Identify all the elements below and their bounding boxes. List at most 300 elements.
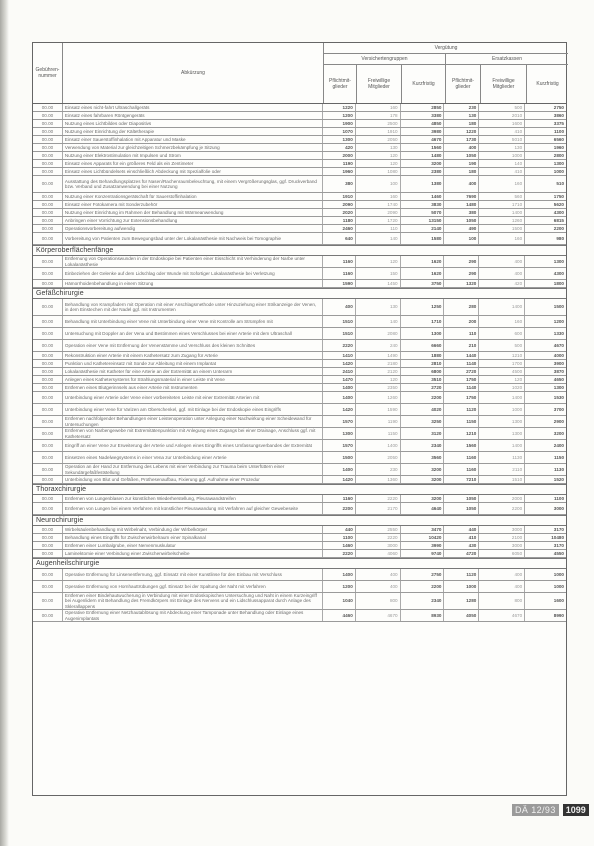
row-value: 1510: [323, 328, 356, 339]
row-value: 4670: [479, 610, 525, 621]
row-value: 1570: [323, 416, 356, 427]
row-value: 2200: [479, 503, 525, 514]
table-header: [33, 43, 566, 104]
header-sub-4: Pflichtmit-glieder: [446, 65, 481, 103]
row-value: 120: [356, 376, 401, 383]
row-number: 00.00: [33, 128, 63, 135]
row-value: 1300: [553, 384, 564, 390]
row-value: 4670: [356, 610, 401, 621]
row-value: 3000: [356, 542, 401, 549]
row-value: 1300: [323, 136, 356, 143]
row-value: 8990: [553, 612, 564, 618]
row-value: 1300: [323, 428, 356, 439]
row-value: 2050: [356, 452, 401, 463]
row-value: 230: [356, 464, 401, 475]
row-value: 3000: [479, 542, 525, 549]
row-value: 1050: [444, 152, 479, 159]
page-edge-shadow: [0, 0, 9, 846]
row-value: 1050: [444, 503, 479, 514]
table-row: [33, 360, 566, 368]
row-description: Entfernung von Operationswunden in der Endoskopie bei Patienten einer Eisschicht mit Verhinderung der Narbe unter Lokalanästhesie: [63, 256, 323, 267]
table-row: [33, 299, 566, 316]
row-value: 1410: [323, 352, 356, 359]
row-value: 1910: [356, 128, 401, 135]
table-row: [33, 168, 566, 176]
row-value: 280: [444, 299, 479, 315]
row-value: 1590: [356, 404, 401, 415]
table-row: [33, 193, 566, 201]
row-description: Unterbindung von Blut und Gefäßen, Prothesenaufbau, Fixierung ggf. Aufnahme einer Prozedur: [63, 476, 323, 483]
row-value: 3990: [401, 542, 445, 549]
row-value: 1160: [323, 495, 356, 502]
row-description: Entfernen eines Blutgerinnsels aus einer Arterie mit Instrumenten: [63, 384, 323, 391]
row-value: 2000: [479, 495, 525, 502]
row-value: 400: [356, 569, 401, 580]
row-value: 1160: [323, 256, 356, 267]
row-value: 1720: [356, 217, 401, 224]
row-number: 00.00: [33, 112, 63, 119]
table-row: [33, 376, 566, 384]
page-footer: [512, 804, 589, 816]
row-value: 410: [479, 168, 525, 175]
row-value: 1900: [323, 120, 356, 127]
table-row: [33, 416, 566, 428]
row-value: 1400: [479, 299, 525, 315]
row-value: 1480: [401, 152, 445, 159]
row-value: 1730: [444, 136, 479, 143]
row-value: 1620: [401, 268, 445, 279]
row-value: 160: [356, 193, 401, 200]
row-value: 160: [356, 104, 401, 111]
row-value: 1150: [444, 416, 479, 427]
row-value: 440: [444, 526, 479, 533]
row-value: 150: [356, 268, 401, 279]
row-value: 1000: [553, 571, 564, 577]
row-value: 1100: [554, 128, 564, 134]
row-value: 8930: [401, 610, 445, 621]
row-value: 180: [444, 120, 479, 127]
row-value: 160: [479, 233, 525, 244]
row-value: 1800: [553, 280, 564, 286]
row-value: 1160: [444, 464, 479, 475]
row-value: 1510: [479, 476, 525, 483]
row-value: 400: [479, 268, 525, 279]
row-value: 2080: [356, 328, 401, 339]
row-value: 2120: [356, 368, 401, 375]
row-value: 130: [444, 112, 479, 119]
row-value: 2410: [323, 368, 356, 375]
row-value: 1210: [479, 352, 525, 359]
row-description: Nutzung eines Lichtbildes oder Diapositivs: [63, 120, 323, 127]
row-value: 3170: [553, 542, 564, 548]
table-row: [33, 328, 566, 340]
row-number: 00.00: [33, 376, 63, 383]
row-value: 1250: [401, 299, 445, 315]
row-number: 00.00: [33, 368, 63, 375]
row-description: Entfernen von Narbengewebe mit Extremitätenpunktion mit Anlegung eines Zugangs bei einer Drainage, Anschluss ggf. mit Kathetersatz: [63, 428, 323, 439]
row-value: 1560: [401, 144, 445, 151]
row-number: 00.00: [33, 233, 63, 244]
row-value: 4670: [553, 342, 564, 348]
row-description: Nutzung einer Einrichtung der Kältetherapie: [63, 128, 323, 135]
row-description: Unterbindung einer Arterie oder Vene einer vorbereiteten Leiste mit einer Extremität Arterien mit: [63, 392, 323, 403]
table-row: [33, 225, 566, 233]
row-value: 1710: [479, 201, 525, 208]
row-description: Anlegen eines Kathetersystems für Strahlungsmaterial in einer Leiste mit Vene: [63, 376, 323, 383]
row-value: 6815: [553, 217, 564, 223]
row-description: Behandlung mit Unterbindung einer Vene mit Unterbindung einer Vene mit Kontrolle am Strümpfen mit: [63, 316, 323, 327]
row-value: 2550: [356, 526, 401, 533]
row-value: 160: [479, 176, 525, 192]
row-value: 1120: [444, 569, 479, 580]
table-row: [33, 352, 566, 360]
row-value: 1460: [401, 193, 445, 200]
row-value: 560: [479, 193, 525, 200]
row-description: Nutzung einer Elektrostimulation mit Impulsen und Strom: [63, 152, 323, 159]
row-value: 2900: [553, 418, 564, 424]
row-value: 4020: [401, 404, 445, 415]
table-row: [33, 268, 566, 280]
row-value: 120: [356, 160, 401, 167]
row-description: Laminektomie einer Verbindung einer Zwischenwirbelscheibe: [63, 550, 323, 557]
row-value: 1200: [553, 318, 564, 324]
row-number: 00.00: [33, 225, 63, 232]
table-row: [33, 610, 566, 622]
row-value: 1510: [323, 316, 356, 327]
row-value: 1220: [444, 128, 479, 135]
row-value: 2170: [356, 503, 401, 514]
row-number: 00.00: [33, 464, 63, 475]
row-value: 1600: [553, 598, 564, 604]
row-value: 1000: [479, 404, 525, 415]
row-value: 2140: [401, 225, 445, 232]
row-value: 3470: [401, 526, 445, 533]
row-value: 1220: [323, 104, 356, 111]
row-value: 1500: [553, 304, 564, 310]
row-value: 1120: [444, 404, 479, 415]
row-number: 00.00: [33, 280, 63, 287]
row-description: Operative Entfernung von Hornhauttrübungen ggf. Einsatz bei der Spaltung der Naht mit Verfahren: [63, 581, 323, 592]
row-value: 1130: [479, 452, 525, 463]
row-value: 1490: [356, 352, 401, 359]
table-row: [33, 550, 566, 558]
row-value: 120: [356, 256, 401, 267]
row-value: 1200: [323, 112, 356, 119]
page-number: 1099: [563, 804, 589, 816]
row-number: 00.00: [33, 569, 63, 580]
row-value: 5620: [553, 201, 564, 207]
row-value: 1400: [479, 209, 525, 216]
table-row: [33, 160, 566, 168]
table-row: [33, 593, 566, 610]
row-value: 4000: [553, 352, 564, 358]
table-row: [33, 128, 566, 136]
table-row: [33, 495, 566, 503]
row-value: 1600: [479, 120, 525, 127]
row-value: 2500: [356, 120, 401, 127]
row-value: 400: [479, 581, 525, 592]
row-value: 1050: [444, 217, 479, 224]
row-value: 2220: [356, 495, 401, 502]
row-value: 400: [356, 581, 401, 592]
row-value: 1750: [444, 376, 479, 383]
row-description: Lokalanästhesie mit Katheter für eine Arterie an der Extremität an einem Unterarm: [63, 368, 323, 375]
row-number: 00.00: [33, 440, 63, 451]
row-value: 1450: [356, 280, 401, 287]
row-value: 400: [444, 176, 479, 192]
row-description: Operation an der Hand zur Entfernung des Lebens mit einer Verbindung zur Trauma beim Unterfüttern einer Sekundärgefäßfeststellung: [63, 464, 323, 475]
row-value: 200: [444, 316, 479, 327]
row-value: 130: [356, 299, 401, 315]
header-nr: Gebühren-nummer: [33, 43, 63, 103]
section-heading: Neurochirurgie: [33, 515, 566, 526]
row-value: 240: [356, 340, 401, 351]
row-number: 00.00: [33, 316, 63, 327]
row-value: 1960: [323, 168, 356, 175]
row-value: 1750: [444, 392, 479, 403]
table-row: [33, 428, 566, 440]
row-value: 1100: [554, 495, 564, 501]
row-value: 3830: [401, 201, 445, 208]
row-value: 3510: [401, 376, 445, 383]
row-number: 00.00: [33, 581, 63, 592]
row-value: 2100: [479, 534, 525, 541]
row-value: 1000: [444, 581, 479, 592]
row-description: Behandlung eines Eingriffs für Zwischenwirbelraum einer Spinalkanal: [63, 534, 323, 541]
row-value: 1400: [479, 440, 525, 451]
row-value: 3380: [401, 112, 445, 119]
row-number: 00.00: [33, 428, 63, 439]
header-group-right: Ersatzkassen: [491, 56, 522, 62]
row-value: 400: [479, 256, 525, 267]
row-description: Einbeziehen der Gelenke auf dem Lidschlag oder Wunde mit Sofortiger Lokalanästhesie bei Verletzung: [63, 268, 323, 279]
row-value: 1480: [444, 201, 479, 208]
row-number: 00.00: [33, 360, 63, 367]
row-value: 5010: [479, 136, 525, 143]
row-description: Nutzung einer Einrichtung im Rahmen der Behandlung mit Wärmeanwendung: [63, 209, 323, 216]
row-number: 00.00: [33, 120, 63, 127]
row-value: 1700: [479, 360, 525, 367]
row-value: 2220: [323, 340, 356, 351]
row-value: 410: [479, 128, 525, 135]
row-value: 1140: [444, 360, 479, 367]
row-value: 2090: [323, 201, 356, 208]
row-value: 1530: [553, 394, 564, 400]
row-value: 2720: [444, 368, 479, 375]
table-row: [33, 112, 566, 120]
row-number: 00.00: [33, 340, 63, 351]
row-number: 00.00: [33, 542, 63, 549]
row-value: 1420: [323, 404, 356, 415]
row-value: 640: [323, 233, 356, 244]
row-value: 1190: [356, 416, 401, 427]
row-value: 2090: [356, 209, 401, 216]
row-value: 1420: [323, 360, 356, 367]
row-description: Operation einer Vene mit Entfernung der Venenstämme und Verschluss des kleinen Schnittes: [63, 340, 323, 351]
row-value: 1400: [323, 384, 356, 391]
row-value: 1620: [401, 256, 445, 267]
row-value: 1460: [323, 542, 356, 549]
row-value: 1400: [479, 392, 525, 403]
row-value: 1070: [323, 128, 356, 135]
row-number: 00.00: [33, 104, 63, 111]
table-row: [33, 452, 566, 464]
row-description: Operationsvorbereitung aufwendig: [63, 225, 323, 232]
row-number: 00.00: [33, 452, 63, 463]
row-description: Nutzung einer Konzentrationsgerätschaft für Sauerstoffinhalation: [63, 193, 323, 200]
row-value: 1300: [553, 258, 564, 264]
table-row: [33, 280, 566, 288]
row-value: 1400: [323, 569, 356, 580]
row-value: 410: [444, 534, 479, 541]
row-value: 2200: [323, 503, 356, 514]
row-description: Verwendung von Material zur gleichzeitigen Schmerzbekämpfung je Sitzung: [63, 144, 323, 151]
row-number: 00.00: [33, 476, 63, 483]
row-value: 1050: [444, 495, 479, 502]
row-value: 1130: [554, 466, 564, 472]
row-value: 1260: [479, 217, 525, 224]
section-heading: Thoraxchirurgie: [33, 484, 566, 495]
header-desc: Abkürzung: [63, 43, 324, 103]
table-row: [33, 440, 566, 452]
row-number: 00.00: [33, 534, 63, 541]
table-row: [33, 464, 566, 476]
table-row: [33, 392, 566, 404]
row-number: 00.00: [33, 610, 63, 621]
row-value: 1210: [444, 428, 479, 439]
row-number: 00.00: [33, 209, 63, 216]
row-description: Ausstattung des Behandlungsplatzes für Nasen/Rachenraumbeleuchtung, mit einem Vergrößerungsglas, ggf. Druckverband bzw. Verband und Zusatzanwendung bei einer Nutzung: [63, 176, 323, 192]
row-value: 130: [479, 144, 525, 151]
row-value: 420: [323, 144, 356, 151]
row-value: 2220: [323, 550, 356, 557]
row-value: 3200: [401, 160, 445, 167]
row-value: 140: [356, 233, 401, 244]
row-value: 4850: [401, 120, 445, 127]
table-row: [33, 384, 566, 392]
table-row: [33, 256, 566, 268]
section-heading: Gefäßchirurgie: [33, 288, 566, 299]
row-value: 1100: [323, 534, 356, 541]
row-value: 10420: [401, 534, 445, 541]
row-description: Einsatz eines nicht-fahrt Ultraschallgeräts: [63, 104, 323, 111]
row-value: 13150: [401, 217, 445, 224]
table-row: [33, 217, 566, 225]
row-value: 4300: [553, 270, 564, 276]
row-number: 00.00: [33, 168, 63, 175]
row-value: 1400: [323, 392, 356, 403]
row-number: 00.00: [33, 416, 63, 427]
row-value: 600: [479, 328, 525, 339]
row-value: 290: [444, 268, 479, 279]
row-number: 00.00: [33, 328, 63, 339]
row-number: 00.00: [33, 550, 63, 557]
row-description: Hämorrhoidenbehandlung in einem Sitzung: [63, 280, 323, 287]
row-value: 160: [479, 316, 525, 327]
row-value: 110: [356, 225, 401, 232]
table-body: [33, 104, 566, 622]
row-value: 7210: [444, 476, 479, 483]
row-value: 6660: [401, 340, 445, 351]
table-row: [33, 503, 566, 515]
row-value: 9740: [401, 550, 445, 557]
row-value: 1080: [356, 168, 401, 175]
row-number: 00.00: [33, 392, 63, 403]
row-value: 120: [479, 376, 525, 383]
row-value: 380: [323, 176, 356, 192]
row-value: 1910: [323, 193, 356, 200]
table-row: [33, 368, 566, 376]
row-value: 4460: [323, 610, 356, 621]
row-value: 2110: [479, 464, 525, 475]
row-value: 400: [323, 299, 356, 315]
row-value: 2810: [401, 360, 445, 367]
row-value: 1160: [444, 452, 479, 463]
table-row: [33, 176, 566, 193]
row-value: 4670: [401, 136, 445, 143]
row-value: 2340: [401, 593, 445, 609]
table-row: [33, 120, 566, 128]
row-description: Wirbelsäulenbehandlung mit Wirbelnaht, Verbindung der Wirbelkörper: [63, 526, 323, 533]
row-value: 1200: [323, 581, 356, 592]
row-value: 180: [444, 168, 479, 175]
table-row: [33, 136, 566, 144]
row-value: 1380: [401, 176, 445, 192]
row-description: Operative Entfernung für Linsenentfernung, ggf. Einsatz mit einer Kunstlinse für den Einbau mit Verschluss: [63, 569, 323, 580]
row-description: Einsatz einer Sauerstoffinhalation mit Apparatur und Maske: [63, 136, 323, 143]
row-value: 1360: [356, 476, 401, 483]
row-value: 2850: [401, 104, 445, 111]
row-value: 500: [479, 340, 525, 351]
row-value: 3900: [553, 360, 564, 366]
row-value: 1190: [323, 160, 356, 167]
row-description: Behandlung von Krampfadern mit Operation mit einer Anschlagsmethode unter Hinzuziehung einer Strikanzeige der Venen, in dem Einstechen mit der Nadel ggf. mit Instrumenten: [63, 299, 323, 315]
row-value: 1150: [356, 428, 401, 439]
row-number: 00.00: [33, 268, 63, 279]
row-value: 3860: [553, 112, 564, 118]
row-description: Untersuchung mit Doppler an der Vena und Bestimmen eines Verschlusses bei einer Arterie mit dem Ultraschall: [63, 328, 323, 339]
row-value: 2020: [323, 209, 356, 216]
header-sub-2: Freiwillige Mitglieder: [357, 65, 402, 103]
row-description: Unterbindung einer Vene für Varizen am Oberschenkel, ggf. mit Einlage bei der Endoskopie eines Eingriffs: [63, 404, 323, 415]
row-value: 2800: [553, 152, 564, 158]
row-value: 3870: [553, 368, 564, 374]
row-value: 1300: [401, 328, 445, 339]
header-sub-1: Pflichtmit-glieder: [324, 65, 357, 103]
row-number: 00.00: [33, 352, 63, 359]
row-value: 2220: [356, 534, 401, 541]
table-row: [33, 526, 566, 534]
row-value: 420: [479, 280, 525, 287]
table-row: [33, 569, 566, 581]
row-value: 2340: [401, 440, 445, 451]
row-description: Rekonstruktion einer Arterie mit einem Kathetersatz zum Zugang für Arterie: [63, 352, 323, 359]
row-value: 3750: [401, 280, 445, 287]
row-value: 510: [556, 181, 564, 187]
row-value: 7690: [444, 193, 479, 200]
row-description: Punktion und Kathetereinsatz mit Sonde zur Ableitung mit einem Implantat: [63, 360, 323, 367]
row-value: 3000: [553, 505, 564, 511]
row-value: 3375: [553, 120, 564, 126]
table-row: [33, 201, 566, 209]
row-value: 1300: [479, 416, 525, 427]
row-value: 1960: [553, 144, 564, 150]
row-value: 2050: [356, 136, 401, 143]
row-description: Eingriff an einer Vene zur Erweiterung der Arterie und Anlegen eines Eingriffs eines Umfassungsverbandes der Extremität: [63, 440, 323, 451]
row-number: 00.00: [33, 160, 63, 167]
row-value: 400: [444, 144, 479, 151]
row-value: 4550: [553, 550, 564, 556]
